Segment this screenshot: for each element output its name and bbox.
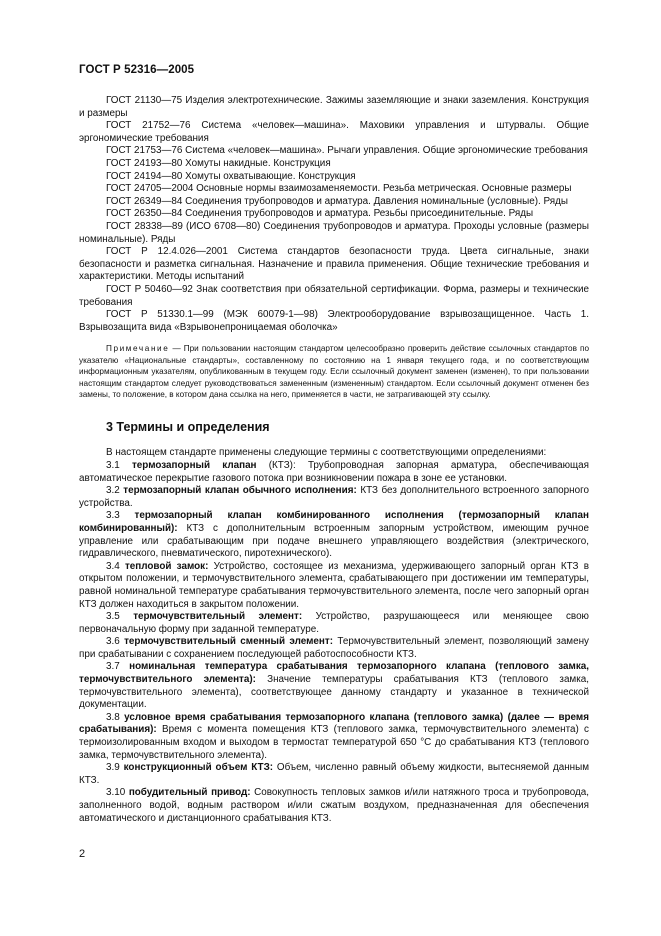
reference-item: ГОСТ 26350—84 Соединения трубопроводов и арматура. Резьбы присоединительные. Ряды <box>106 208 534 220</box>
reference-note <box>79 343 589 401</box>
term-definition <box>79 460 589 485</box>
reference-item: ГОСТ 21130—75 Изделия электротехнические. Зажимы заземляющие и знаки заземления. Конструкция и размеры <box>79 95 589 119</box>
term-name: номинальная температура срабатывания термозапорного клапана (теплового замка, термочувствительного элемента): <box>79 661 589 686</box>
term-definition <box>79 485 589 510</box>
document-header: ГОСТ Р 52316—2005 <box>79 64 195 76</box>
term-name: термозапорный клапан <box>131 459 257 471</box>
section-title: 3 Термины и определения <box>106 419 270 434</box>
term-text: КТЗ без дополнительного встроенного запорного устройства. <box>79 485 589 509</box>
term-number: 3.4 <box>106 560 125 572</box>
term-name: тепловой замок: <box>124 560 209 572</box>
reference-item: ГОСТ Р 51330.1—99 (МЭК 60079-1—98) Электрооборудование взрывозащищенное. Часть 1. Взрывозащита вида «Взрывонепроницаемая оболочка» <box>79 309 589 333</box>
page-number: 2 <box>79 848 86 860</box>
term-text: Устройство, состоящее из механизма, удерживающего запорный орган КТЗ в открытом положении, и термочувствительного элемента, срабатывающего при достижении им температуры, равной номинальной температуре срабатывания термочувствительного элемента, после чего запорный орган КТЗ должен находиться в закрытом положении. <box>79 560 589 610</box>
term-definition <box>79 510 589 560</box>
term-definition <box>79 712 589 762</box>
term-text: Совокупность тепловых замков и/или натяжного троса и трубопровода, заполненного водой, водным раствором и/или сжатым воздухом, предназначенная для обеспечения автоматического и дистанционного срабатывания КТЗ. <box>79 787 590 824</box>
term-number: 3.9 <box>106 762 124 774</box>
term-number: 3.10 <box>106 787 129 799</box>
term-definition <box>79 762 589 787</box>
note-label: Примечание <box>106 344 170 354</box>
term-text: Термочувствительный элемент, позволяющий замену при срабатывании с сохранением последующей работоспособности КТЗ. <box>79 636 589 660</box>
section-intro: В настоящем стандарте применены следующие термины с соответствующими определениями: <box>106 447 547 459</box>
note-text: — При пользовании настоящим стандартом целесообразно проверить действие ссылочных стандартов по указателю «Национальные стандарты», составленному по состоянию на 1 января текущего года, и по соответствующим информационным указателям, опубликованным в текущем году. Если ссылочный документ заменен (изменен), то при пользовании настоящим стандартом следует руководствоваться замененным (измененным) стандартом. Если ссылочный документ отменен без замены, то положение, в котором дана ссылка на него, применяется в части, не затрагивающей эту ссылку. <box>79 344 589 400</box>
term-name: термозапорный клапан комбинированного исполнения (термозапорный клапан комбинированный): <box>79 510 589 534</box>
term-text: Объем, численно равный объему жидкости, вытесняемой данным КТЗ. <box>79 762 589 786</box>
reference-item: ГОСТ 28338—89 (ИСО 6708—80) Соединения трубопроводов и арматура. Проходы условные (размеры номинальные). Ряды <box>79 220 589 245</box>
term-name: побудительный привод: <box>128 787 251 799</box>
term-name: термочувствительный элемент: <box>133 611 303 623</box>
term-name: условное время срабатывания термозапорного клапана (теплового замка) (далее — время срабатывания): <box>79 711 589 736</box>
term-text: КТЗ с дополнительным встроенным запорным устройством, имеющим ручное управление или срабатывающим при подаче внешнего управляющего воздействия (электрического, гидравлического, пневматического, пиротехнического). <box>79 522 589 560</box>
page-content <box>79 95 589 825</box>
term-definition <box>79 636 589 661</box>
reference-item: ГОСТ 21752—76 Система «человек—машина». Маховики управления и штурвалы. Общие эргономические требования <box>79 120 589 144</box>
term-definition <box>79 611 589 636</box>
term-number: 3.2 <box>106 485 124 497</box>
reference-item: ГОСТ 21753—76 Система «человек—машина». Рычаги управления. Общие эргономические требования <box>106 145 588 157</box>
terms-list <box>79 460 589 825</box>
term-number: 3.7 <box>106 661 130 673</box>
term-definition <box>79 561 589 611</box>
term-name: конструкционный объем КТЗ: <box>123 762 274 774</box>
term-name: термочувствительный сменный элемент: <box>124 636 333 648</box>
reference-item: ГОСТ 24194—80 Хомуты охватывающие. Конструкция <box>106 170 356 182</box>
references-list <box>79 95 589 334</box>
term-number: 3.3 <box>106 510 135 522</box>
term-text: Устройство, разрушающееся или меняющее свою первоначальную форму при заданной температуре. <box>79 611 589 635</box>
term-text: Время с момента помещения КТЗ (теплового замка, термочувствительного элемента) с термоизолированным входом и выходом в термостат температурой 650 °С до срабатывания КТЗ (теплового замка, термочувствительного элемента). <box>79 724 589 761</box>
reference-item: ГОСТ 26349—84 Соединения трубопроводов и арматура. Давления номинальные (условные). Ряды <box>106 195 568 207</box>
term-number: 3.1 <box>106 459 132 471</box>
term-number: 3.6 <box>106 636 125 648</box>
term-text: (КТЗ): Трубопроводная запорная арматура, обеспечивающая автоматическое перекрытие газового потока при возникновении пожара в зоне ее установки. <box>79 459 589 484</box>
term-name: термозапорный клапан обычного исполнения: <box>123 485 357 497</box>
reference-item: ГОСТ Р 50460—92 Знак соответствия при обязательной сертификации. Форма, размеры и технические требования <box>79 283 589 308</box>
reference-item: ГОСТ 24193—80 Хомуты накидные. Конструкция <box>106 157 331 169</box>
term-definition <box>79 661 589 711</box>
term-definition <box>79 787 589 825</box>
reference-item: ГОСТ Р 12.4.026—2001 Система стандартов безопасности труда. Цвета сигнальные, знаки безопасности и разметка сигнальная. Назначение и правила применения. Общие технические требования и характеристики. Методы испытаний <box>79 246 589 283</box>
reference-item: ГОСТ 24705—2004 Основные нормы взаимозаменяемости. Резьба метрическая. Основные размеры <box>106 183 572 195</box>
term-text: Значение температуры срабатывания КТЗ (теплового замка, термочувствительного элемента), соответствующее данному стандарту и указанное в технической документации. <box>79 674 589 711</box>
term-number: 3.8 <box>106 711 125 723</box>
term-number: 3.5 <box>106 611 134 623</box>
